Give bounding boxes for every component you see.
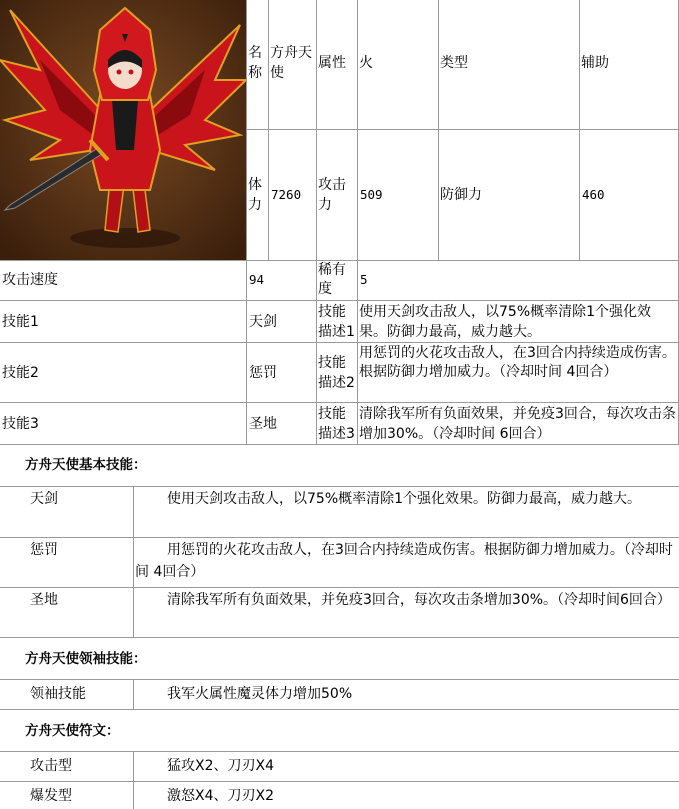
skill2-label: 技能2 — [2, 365, 39, 381]
basic-skill-1-desc: 使用天剑攻击敌人，以75%概率清除1个强化效果。防御力最高，威力越大。 — [167, 491, 642, 507]
skill3-desc-label: 技能描述3 — [318, 406, 355, 442]
basic-skills-heading: 方舟天使基本技能： — [25, 457, 147, 473]
skill1-name: 天剑 — [249, 314, 277, 330]
hero-name: 方舟天使 — [270, 45, 312, 81]
rune-set-1-name: 攻击型 — [30, 758, 72, 774]
name-label: 名称 — [248, 45, 262, 81]
hero-attribute: 火 — [359, 55, 373, 71]
hero-rarity: 5 — [360, 272, 368, 287]
hero-type: 辅助 — [581, 55, 609, 71]
leader-skill-heading: 方舟天使领袖技能： — [25, 651, 147, 667]
basic-skill-3-name: 圣地 — [30, 592, 58, 608]
skill2-name: 惩罚 — [249, 365, 277, 381]
leader-skill-name: 领袖技能 — [30, 686, 86, 702]
skill2-desc: 用惩罚的火花攻击敌人，在3回合内持续造成伤害。根据防御力增加威力。（冷却时间 4回合） — [359, 345, 676, 380]
basic-skill-2-desc: 用惩罚的火花攻击敌人，在3回合内持续造成伤害。根据防御力增加威力。（冷却时间 4回合） — [135, 542, 673, 580]
rune-set-1-desc: 猛攻X2、刀刃X4 — [167, 758, 274, 774]
runes-heading: 方舟天使符文： — [25, 723, 120, 739]
skill1-desc: 使用天剑攻击敌人，以75%概率清除1个强化效果。防御力最高，威力越大。 — [359, 304, 652, 340]
hero-defense: 460 — [582, 187, 605, 202]
type-label: 类型 — [440, 55, 468, 71]
defense-label: 防御力 — [440, 187, 482, 203]
speed-label: 攻击速度 — [2, 272, 58, 288]
basic-skill-1-name: 天剑 — [30, 491, 58, 507]
attribute-label: 属性 — [318, 55, 346, 71]
skill3-desc: 清除我军所有负面效果，并免疫3回合，每次攻击条增加30%。（冷却时间 6回合） — [359, 406, 676, 442]
hero-portrait — [0, 0, 246, 260]
hero-hp: 7260 — [271, 187, 302, 202]
skill3-name: 圣地 — [249, 416, 277, 432]
skill3-label: 技能3 — [2, 416, 39, 432]
basic-skill-2-name: 惩罚 — [30, 542, 58, 558]
basic-skill-3-desc: 清除我军所有负面效果，并免疫3回合，每次攻击条增加30%。（冷却时间6回合） — [167, 592, 671, 608]
rune-set-2-desc: 激怒X4、刀刃X2 — [167, 788, 274, 804]
hero-portrait-art — [0, 0, 246, 260]
hero-attack: 509 — [360, 187, 383, 202]
leader-skill-desc: 我军火属性魔灵体力增加50% — [167, 686, 353, 702]
hero-speed: 94 — [249, 272, 265, 287]
skill1-label: 技能1 — [2, 314, 39, 330]
skill1-desc-label: 技能描述1 — [318, 304, 355, 340]
hp-label: 体力 — [248, 177, 262, 213]
rune-set-2-name: 爆发型 — [30, 788, 72, 804]
attack-label: 攻击力 — [318, 177, 346, 213]
skill2-desc-label: 技能描述2 — [318, 355, 355, 391]
rarity-label: 稀有度 — [318, 262, 346, 297]
